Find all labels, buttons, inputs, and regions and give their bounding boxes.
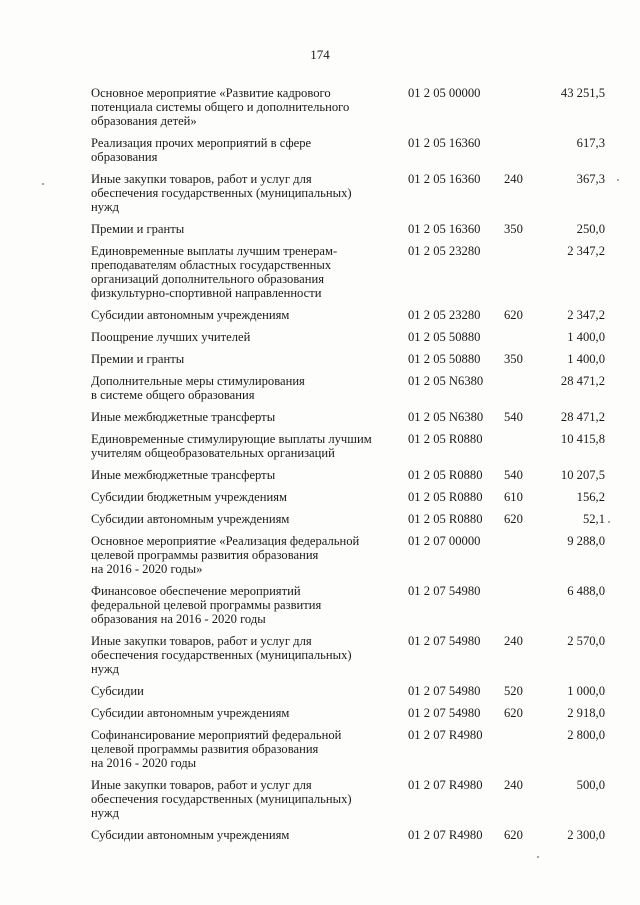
row-expense-type: 620	[504, 828, 523, 842]
row-description	[91, 634, 391, 676]
row-amount: 10 415,8	[560, 432, 605, 446]
row-description	[91, 308, 391, 322]
table-row	[0, 778, 640, 820]
row-code: 01 2 05 23280	[408, 244, 481, 258]
row-code: 01 2 07 00000	[408, 534, 481, 548]
table-row	[0, 584, 640, 626]
row-expense-type: 240	[504, 778, 523, 792]
table-row	[0, 244, 640, 300]
row-description-line: Основное мероприятие «Реализация федеральной	[91, 534, 360, 548]
row-expense-type: 540	[504, 468, 523, 482]
row-description-line: Премии и гранты	[91, 222, 185, 236]
row-description-line: образования на 2016 - 2020 годы	[91, 612, 266, 626]
row-amount: 367,3	[576, 172, 605, 186]
scan-speck	[608, 521, 610, 523]
table-row	[0, 330, 640, 344]
row-amount: 52,1	[582, 512, 605, 526]
row-description-line: образования детей»	[91, 114, 197, 128]
table-row	[0, 136, 640, 164]
row-code: 01 2 07 R4980	[408, 828, 483, 842]
row-amount: 28 471,2	[560, 410, 605, 424]
row-description-line: образования	[91, 150, 158, 164]
row-description	[91, 534, 391, 576]
row-description-line: Иные межбюджетные трансферты	[91, 410, 276, 424]
row-amount: 2 300,0	[567, 828, 605, 842]
row-amount: 1 000,0	[567, 684, 605, 698]
row-description-line: Финансовое обеспечение мероприятий	[91, 584, 301, 598]
row-code: 01 2 05 N6380	[408, 410, 484, 424]
row-code: 01 2 05 R0880	[408, 432, 483, 446]
row-expense-type: 610	[504, 490, 523, 504]
row-amount: 250,0	[576, 222, 605, 236]
row-amount: 9 288,0	[567, 534, 605, 548]
row-description-line: Субсидии автономным учреждениям	[91, 828, 290, 842]
row-description-line: Реализация прочих мероприятий в сфере	[91, 136, 312, 150]
row-description	[91, 86, 391, 128]
row-expense-type: 520	[504, 684, 523, 698]
row-amount: 6 488,0	[567, 584, 605, 598]
row-description	[91, 584, 391, 626]
row-amount: 10 207,5	[560, 468, 605, 482]
row-code: 01 2 05 16360	[408, 222, 481, 236]
row-description-line: в системе общего образования	[91, 388, 255, 402]
row-code: 01 2 05 50880	[408, 352, 481, 366]
row-description-line: обеспечения государственных (муниципальных)	[91, 792, 352, 806]
row-amount: 43 251,5	[560, 86, 605, 100]
table-row	[0, 172, 640, 214]
row-code: 01 2 07 54980	[408, 706, 481, 720]
row-description-line: Субсидии автономным учреждениям	[91, 512, 290, 526]
row-description-line: целевой программы развития образования	[91, 548, 319, 562]
row-description-line: Премии и гранты	[91, 352, 185, 366]
row-description	[91, 352, 391, 366]
table-row	[0, 490, 640, 504]
row-amount: 2 347,2	[567, 308, 605, 322]
row-description	[91, 244, 391, 300]
row-description-line: на 2016 - 2020 годы	[91, 756, 197, 770]
row-description-line: Субсидии автономным учреждениям	[91, 706, 290, 720]
row-code: 01 2 05 16360	[408, 136, 481, 150]
row-description	[91, 410, 391, 424]
table-row	[0, 352, 640, 366]
row-description-line: Субсидии автономным учреждениям	[91, 308, 290, 322]
row-code: 01 2 05 23280	[408, 308, 481, 322]
row-description-line: Поощрение лучших учителей	[91, 330, 251, 344]
row-amount: 500,0	[576, 778, 605, 792]
row-description-line: Иные межбюджетные трансферты	[91, 468, 276, 482]
row-description	[91, 684, 391, 698]
table-row	[0, 308, 640, 322]
row-description-line: обеспечения государственных (муниципальных)	[91, 186, 352, 200]
row-description	[91, 432, 391, 460]
table-row	[0, 828, 640, 842]
row-description	[91, 828, 391, 842]
row-description	[91, 778, 391, 820]
row-description-line: Субсидии	[91, 684, 144, 698]
table-row	[0, 706, 640, 720]
table-row	[0, 432, 640, 460]
row-amount: 1 400,0	[567, 352, 605, 366]
row-code: 01 2 05 R0880	[408, 512, 483, 526]
table-row	[0, 468, 640, 482]
row-description-line: целевой программы развития образования	[91, 742, 319, 756]
row-amount: 2 800,0	[567, 728, 605, 742]
row-description-line: Субсидии бюджетным учреждениям	[91, 490, 287, 504]
row-description-line: Основное мероприятие «Развитие кадрового	[91, 86, 331, 100]
row-description	[91, 728, 391, 770]
row-description-line: нужд	[91, 662, 119, 676]
row-description	[91, 222, 391, 236]
row-expense-type: 540	[504, 410, 523, 424]
table-row	[0, 410, 640, 424]
row-code: 01 2 05 50880	[408, 330, 481, 344]
row-expense-type: 350	[504, 352, 523, 366]
row-description-line: потенциала системы общего и дополнительного	[91, 100, 350, 114]
row-description-line: Иные закупки товаров, работ и услуг для	[91, 172, 312, 186]
row-description-line: на 2016 - 2020 годы»	[91, 562, 203, 576]
row-amount: 1 400,0	[567, 330, 605, 344]
row-description	[91, 490, 391, 504]
table-row	[0, 684, 640, 698]
row-amount: 156,2	[576, 490, 605, 504]
row-description-line: федеральной целевой программы развития	[91, 598, 322, 612]
row-description-line: обеспечения государственных (муниципальных)	[91, 648, 352, 662]
row-description	[91, 172, 391, 214]
row-description-line: учителям общеобразовательных организаций	[91, 446, 335, 460]
row-code: 01 2 05 00000	[408, 86, 481, 100]
row-code: 01 2 07 R4980	[408, 728, 483, 742]
row-description-line: Иные закупки товаров, работ и услуг для	[91, 634, 312, 648]
row-description	[91, 512, 391, 526]
scan-speck	[617, 179, 619, 181]
row-description-line: Единовременные стимулирующие выплаты лучшим	[91, 432, 372, 446]
row-code: 01 2 07 54980	[408, 684, 481, 698]
table-row	[0, 222, 640, 236]
row-amount: 617,3	[576, 136, 605, 150]
row-code: 01 2 07 54980	[408, 634, 481, 648]
row-description-line: физкультурно-спортивной направленности	[91, 286, 322, 300]
scan-speck	[537, 856, 539, 858]
row-description	[91, 330, 391, 344]
row-description-line: Иные закупки товаров, работ и услуг для	[91, 778, 312, 792]
row-description	[91, 374, 391, 402]
row-description-line: нужд	[91, 200, 119, 214]
row-expense-type: 240	[504, 172, 523, 186]
row-expense-type: 620	[504, 308, 523, 322]
table-row	[0, 374, 640, 402]
row-code: 01 2 05 R0880	[408, 468, 483, 482]
row-expense-type: 350	[504, 222, 523, 236]
row-description-line: Софинансирование мероприятий федеральной	[91, 728, 342, 742]
row-code: 01 2 05 N6380	[408, 374, 484, 388]
row-description-line: нужд	[91, 806, 119, 820]
page-number: 174	[310, 47, 330, 62]
row-description-line: Дополнительные меры стимулирования	[91, 374, 305, 388]
table-row	[0, 634, 640, 676]
row-description-line: организаций дополнительного образования	[91, 272, 324, 286]
row-amount: 2 918,0	[567, 706, 605, 720]
table-row	[0, 512, 640, 526]
row-description-line: Единовременные выплаты лучшим тренерам-	[91, 244, 338, 258]
row-amount: 2 570,0	[567, 634, 605, 648]
row-code: 01 2 07 54980	[408, 584, 481, 598]
row-code: 01 2 05 16360	[408, 172, 481, 186]
row-description	[91, 706, 391, 720]
row-code: 01 2 05 R0880	[408, 490, 483, 504]
row-description	[91, 136, 391, 164]
row-amount: 2 347,2	[567, 244, 605, 258]
row-description-line: преподавателям областных государственных	[91, 258, 332, 272]
table-row	[0, 86, 640, 128]
row-expense-type: 240	[504, 634, 523, 648]
scan-speck	[42, 183, 44, 185]
row-expense-type: 620	[504, 706, 523, 720]
table-row	[0, 534, 640, 576]
row-expense-type: 620	[504, 512, 523, 526]
row-code: 01 2 07 R4980	[408, 778, 483, 792]
row-amount: 28 471,2	[560, 374, 605, 388]
table-row	[0, 728, 640, 770]
row-description	[91, 468, 391, 482]
